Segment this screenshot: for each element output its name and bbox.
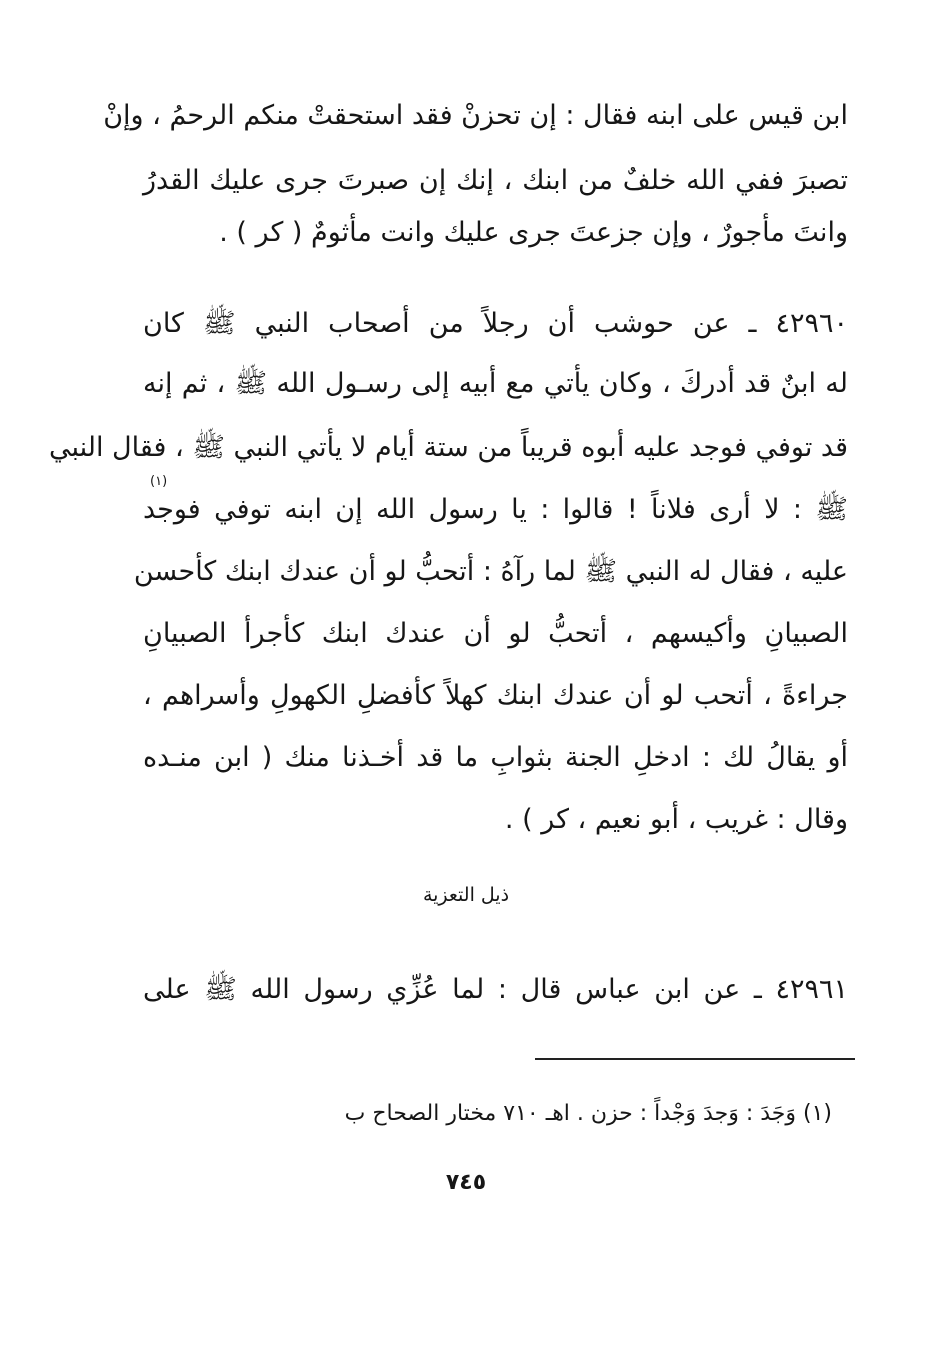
footnote-reference-mark: (١) [150,474,168,489]
hadith-42960-line: له ابنٌ قد أدركَ ، وكان يأتي مع أبيه إلى رسـول الله ﷺ ، ثم إنه [143,368,848,399]
hadith-42960-line: الصبيانِ وأكيسهم ، أتحبُّ لو أن عندك ابنك كأجرأ الصبيانِ [143,618,848,649]
hadith-42961-line: ٤٢٩٦١ ـ عن ابن عباس قال : لما عُزِّي رسول الله ﷺ على [143,974,848,1005]
hadith-42960-line: ﷺ : لا أرى فلاناً ! قالوا : يا رسول الله إن ابنه توفي فوجد [143,494,848,525]
paragraph-1-line: وانتَ مأجورٌ ، وإن جزعتَ جرى عليك وانت مأثومٌ ( كر ) . [219,217,848,248]
section-heading: ذيل التعزية [422,884,510,906]
paragraph-1-line: ابن قيس على ابنه فقال : إن تحزنْ فقد استحقتْ منكم الرحمُ ، وإنْ [103,100,848,131]
hadith-42960-line: عليه ، فقال له النبي ﷺ لما رآهُ : أتحبُّ لو أن عندك ابنك كأحسن [133,556,848,587]
hadith-42960-line: ٤٢٩٦٠ ـ عن حوشب أن رجلاً من أصحاب النبي ﷺ كان [143,308,848,339]
page-number: ٧٤٥ [445,1170,487,1195]
hadith-42960-line: جراءةً ، أتحب لو أن عندك ابنك كهلاً كأفضلِ الكهولِ وأسراهم ، [143,680,848,711]
paragraph-1-line: تصبرَ ففي الله خلفٌ من ابنك ، إنك إن صبرتَ جرى عليك القدرُ [143,165,848,196]
hadith-42960-line: قد توفي فوجد عليه أبوه قريباً من ستة أيام لا يأتي النبي ﷺ ، فقال النبي [48,432,848,463]
hadith-42960-line: وقال : غريب ، أبو نعيم ، كر ) . [504,804,848,835]
hadith-42960-line: أو يقالُ لك : ادخلِ الجنة بثوابِ ما قد أخـذنا منك ( ابن منـده [143,742,848,773]
footnote-divider [535,1058,855,1060]
footnote-text: (١) وَجَدَ : وَجدَ وَجْداً : حزن . اهـ ٧١٠ مختار الصحاح ب [344,1101,832,1126]
